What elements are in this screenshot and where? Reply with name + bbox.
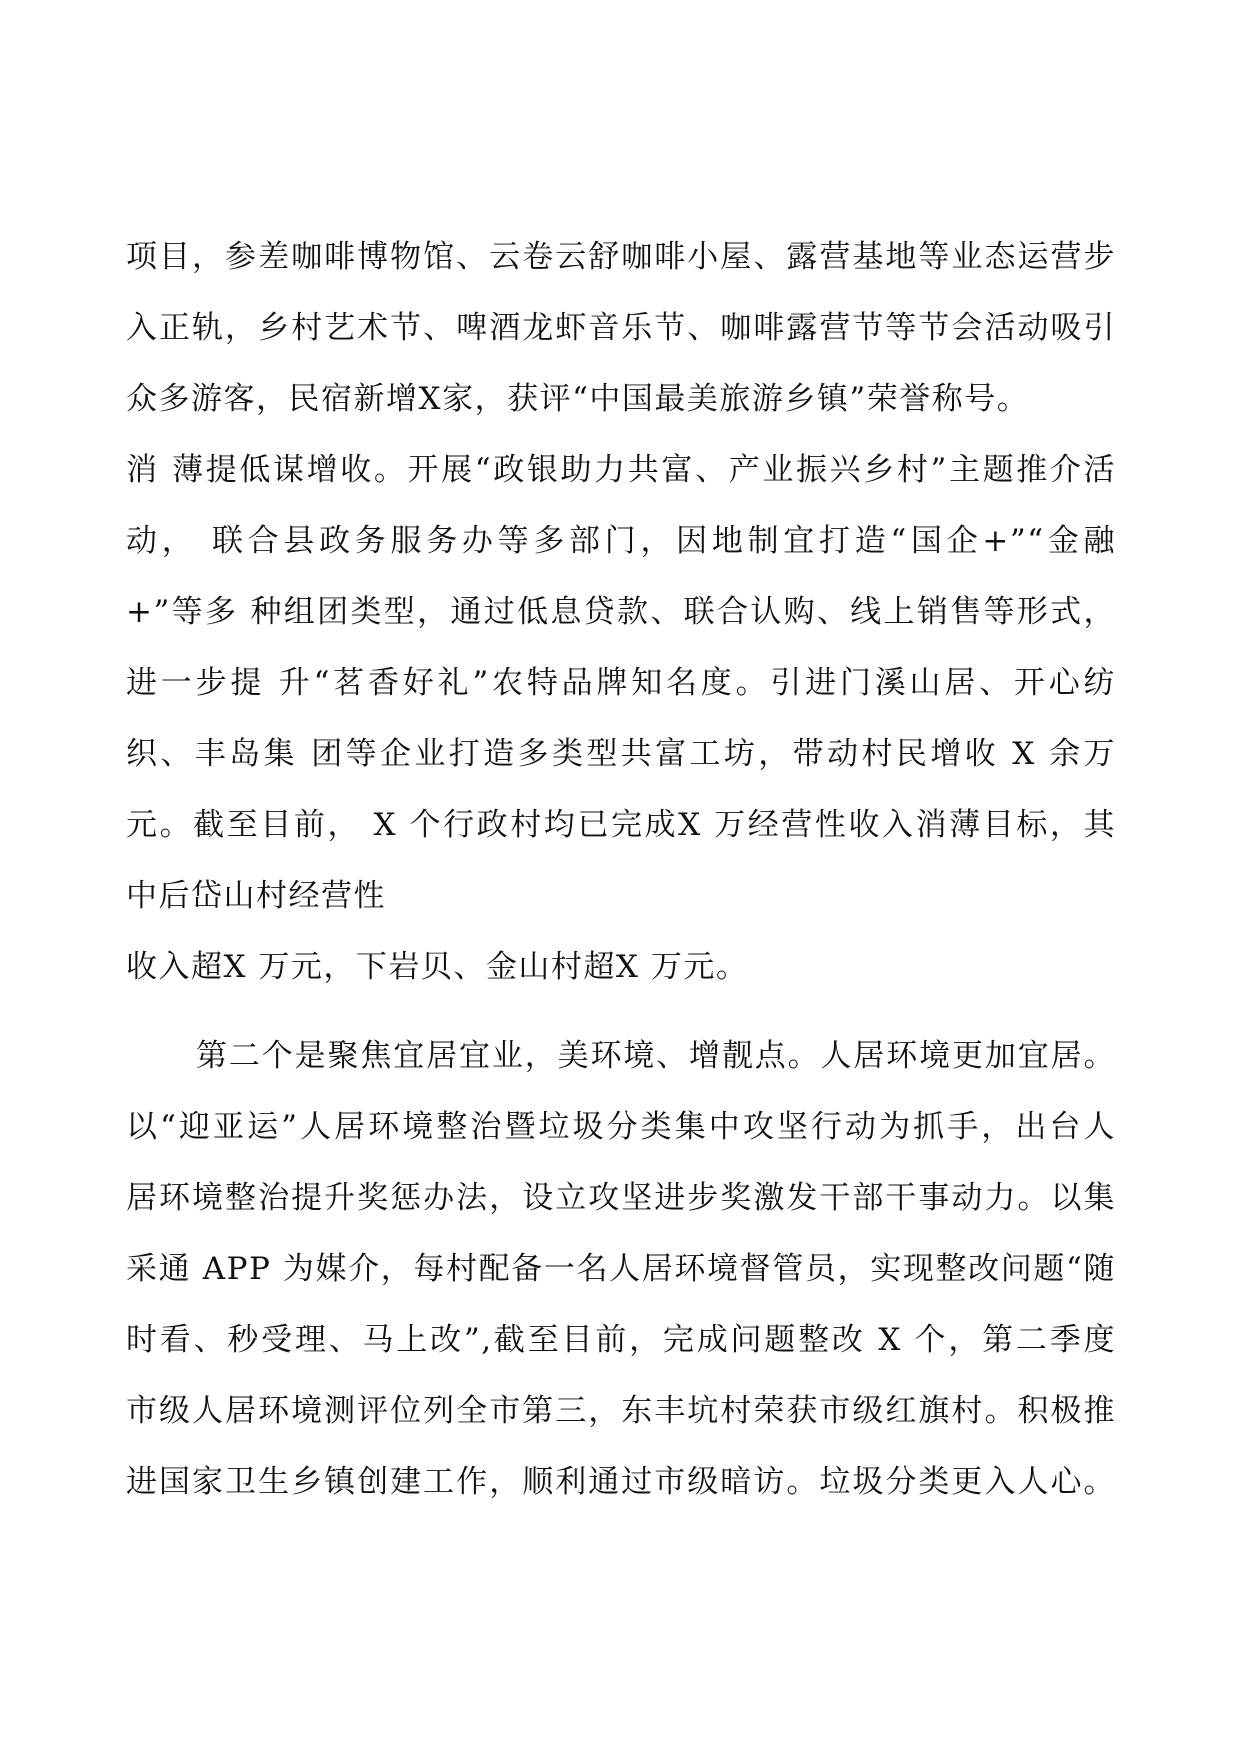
text-line-15: 采通 APP 为媒介，每村配备一名人居环境督管员，实现整改问题“随 bbox=[126, 1251, 1116, 1287]
text-line-16: 时看、秒受理、马上改”,截至目前，完成问题整改 X 个，第二季度 bbox=[126, 1322, 1116, 1358]
text-line-7: 进一步提 升“茗香好礼”农特品牌知名度。引进门溪山居、开心纺 bbox=[126, 665, 1116, 701]
text-line-3: 众多游客，民宿新增X家，获评“中国最美旅游乡镇”荣誉称号。 bbox=[126, 381, 1030, 417]
text-line-5: 动， 联合县政务服务办等多部门，因地制宜打造“国企+”“金融 bbox=[126, 523, 1116, 559]
text-line-2: 入正轨，乡村艺术节、啤酒龙虾音乐节、咖啡露营节等节会活动吸引 bbox=[126, 310, 1116, 346]
document-body bbox=[126, 222, 1116, 1518]
text-line-8: 织、丰岛集 团等企业打造多类型共富工坊，带动村民增收 X 余万 bbox=[126, 736, 1116, 772]
text-line-6: +”等多 种组团类型，通过低息贷款、联合认购、线上销售等形式， bbox=[126, 594, 1116, 630]
paragraph-2-first-line: 第二个是聚焦宜居宜业，美环境、增靓点。人居环境更加宜居。 bbox=[196, 1038, 1116, 1074]
text-line-13: 以“迎亚运”人居环境整治暨垃圾分类集中攻坚行动为抓手，出台人 bbox=[126, 1109, 1116, 1145]
text-line-10: 中后岱山村经营性 bbox=[126, 878, 386, 914]
text-line-14: 居环境整治提升奖惩办法，设立攻坚进步奖激发干部干事动力。以集 bbox=[126, 1180, 1116, 1216]
text-line-9: 元。截至目前， X 个行政村均已完成X 万经营性收入消薄目标，其 bbox=[126, 807, 1116, 843]
text-line-17: 市级人居环境测评位列全市第三，东丰坑村荣获市级红旗村。积极推 bbox=[126, 1393, 1116, 1429]
text-line-18: 进国家卫生乡镇创建工作，顺利通过市级暗访。垃圾分类更入人心。 bbox=[126, 1464, 1116, 1500]
text-line-4: 消 薄提低谋增收。开展“政银助力共富、产业振兴乡村”主题推介活 bbox=[126, 452, 1116, 488]
text-line-1: 项目，参差咖啡博物馆、云卷云舒咖啡小屋、露营基地等业态运营步 bbox=[126, 239, 1116, 275]
text-line-11: 收入超X 万元，下岩贝、金山村超X 万元。 bbox=[126, 949, 749, 985]
paragraph-gap bbox=[126, 1003, 1116, 1021]
